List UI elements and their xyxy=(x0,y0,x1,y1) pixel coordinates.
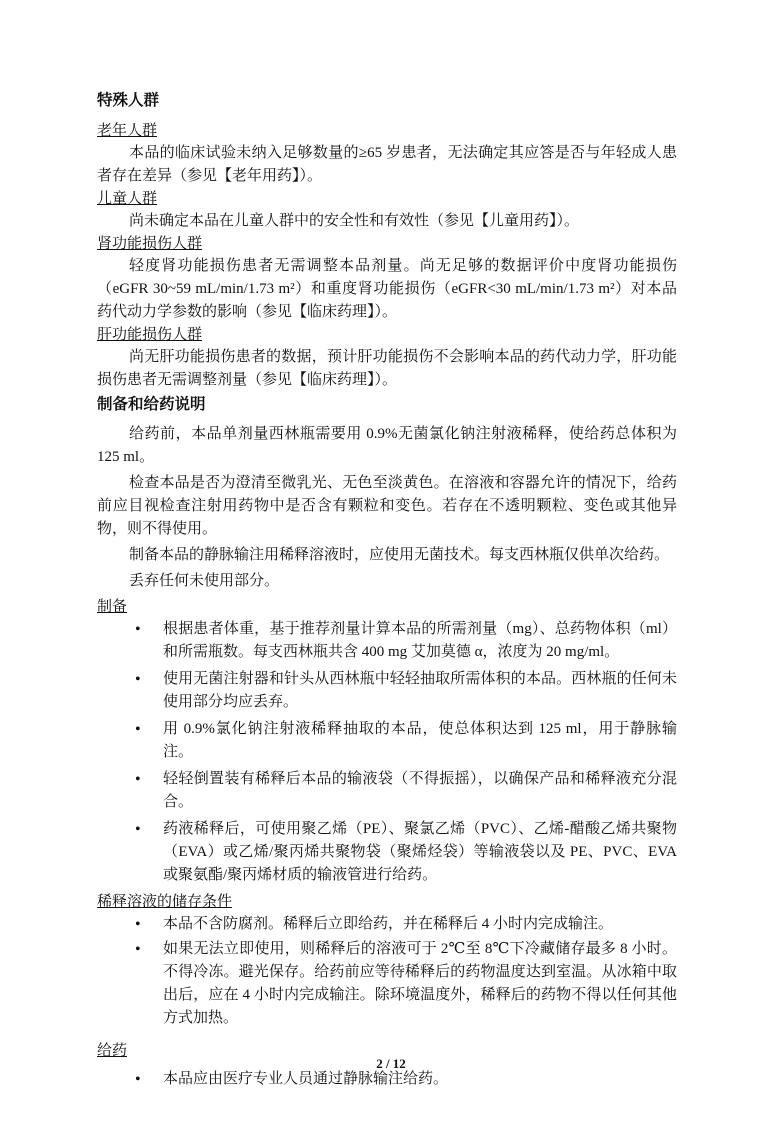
list-item: • 药液稀释后，可使用聚乙烯（PE）、聚氯乙烯（PVC）、乙烯-醋酸乙烯共聚物（EVA）或乙烯/聚丙烯共聚物袋（聚烯烃袋）等输液袋以及 PE、PVC、EVA 或聚氨酯/聚丙烯材质的输液管进行给药。 xyxy=(97,818,677,887)
subheading-prep: 制备 xyxy=(97,599,128,615)
list-item: • 根据患者体重，基于推荐剂量计算本品的所需剂量（mg）、总药物体积（ml）和所需瓶数。每支西林瓶共含 400 mg 艾加莫德 α，浓度为 20 mg/ml。 xyxy=(97,618,677,664)
subheading-elderly: 老年人群 xyxy=(97,123,158,139)
list-item: • 如果无法立即使用，则稀释后的溶液可于 2℃至 8℃下冷藏储存最多 8 小时。不得冷冻。避光保存。给药前应等待稀释后的药物温度达到室温。从冰箱中取出后，应在 4 小时内完成输注。除环境温度外，稀释后的药物不得以任何其他方式加热。 xyxy=(97,938,677,1030)
paragraph-hepatic: 尚无肝功能损伤患者的数据，预计肝功能损伤不会影响本品的药代动力学，肝功能损伤患者无需调整剂量（参见【临床药理】）。 xyxy=(97,349,677,388)
list-item: • 轻轻倒置装有稀释后本品的输液袋（不得振摇），以确保产品和稀释液充分混合。 xyxy=(97,768,677,814)
paragraph-elderly: 本品的临床试验未纳入足够数量的≥65 岁患者，无法确定其应答是否与年轻成人患者存在差异（参见【老年用药】）。 xyxy=(97,145,677,184)
paragraph-prep-2: 检查本品是否为澄清至微乳光、无色至淡黄色。在溶液和容器允许的情况下，给药前应目视检查注射用药物中是否含有颗粒和变色。若存在不透明颗粒、变色或其他异物，则不得使用。 xyxy=(97,475,677,537)
paragraph-pediatric: 尚未确定本品在儿童人群中的安全性和有效性（参见【儿童用药】）。 xyxy=(129,213,580,229)
heading-special-populations: 特殊人群 xyxy=(97,92,160,109)
list-item: • 使用无菌注射器和针头从西林瓶中轻轻抽取所需体积的本品。西林瓶的任何未使用部分均应丢弃。 xyxy=(97,668,677,714)
paragraph-prep-3: 制备本品的静脉输注用稀释溶液时，应使用无菌技术。每支西林瓶仅供单次给药。 xyxy=(129,547,670,563)
paragraph-prep-1: 给药前，本品单剂量西林瓶需要用 0.9%无菌氯化钠注射液稀释，使给药总体积为 125 ml。 xyxy=(97,426,677,465)
subheading-renal: 肾功能损伤人群 xyxy=(97,236,203,252)
storage-list xyxy=(97,913,677,1030)
paragraph-renal: 轻度肾功能损伤患者无需调整本品剂量。尚无足够的数据评价中度肾功能损伤（eGFR 30~59 mL/min/1.73 m²）和重度肾功能损伤（eGFR<30 mL/min/1.73 m²）对本品药代动力学参数的影响（参见【临床药理】）。 xyxy=(97,258,677,320)
subheading-storage: 稀释溶液的储存条件 xyxy=(97,894,233,910)
document-body xyxy=(97,88,677,1091)
subheading-hepatic: 肝功能损伤人群 xyxy=(97,327,203,343)
subheading-administration: 给药 xyxy=(97,1043,128,1059)
list-item: • 本品不含防腐剂。稀释后立即给药，并在稀释后 4 小时内完成输注。 xyxy=(97,913,677,936)
page-number: 2 / 12 xyxy=(376,1056,406,1071)
paragraph-prep-4: 丢弃任何未使用部分。 xyxy=(129,573,280,589)
heading-preparation: 制备和给药说明 xyxy=(97,396,206,413)
prep-list xyxy=(97,618,677,887)
subheading-pediatric: 儿童人群 xyxy=(97,191,158,207)
list-item: • 用 0.9%氯化钠注射液稀释抽取的本品，使总体积达到 125 ml，用于静脉输注。 xyxy=(97,718,677,764)
list-item: • 本品应由医疗专业人员通过静脉输注给药。 xyxy=(97,1068,677,1091)
